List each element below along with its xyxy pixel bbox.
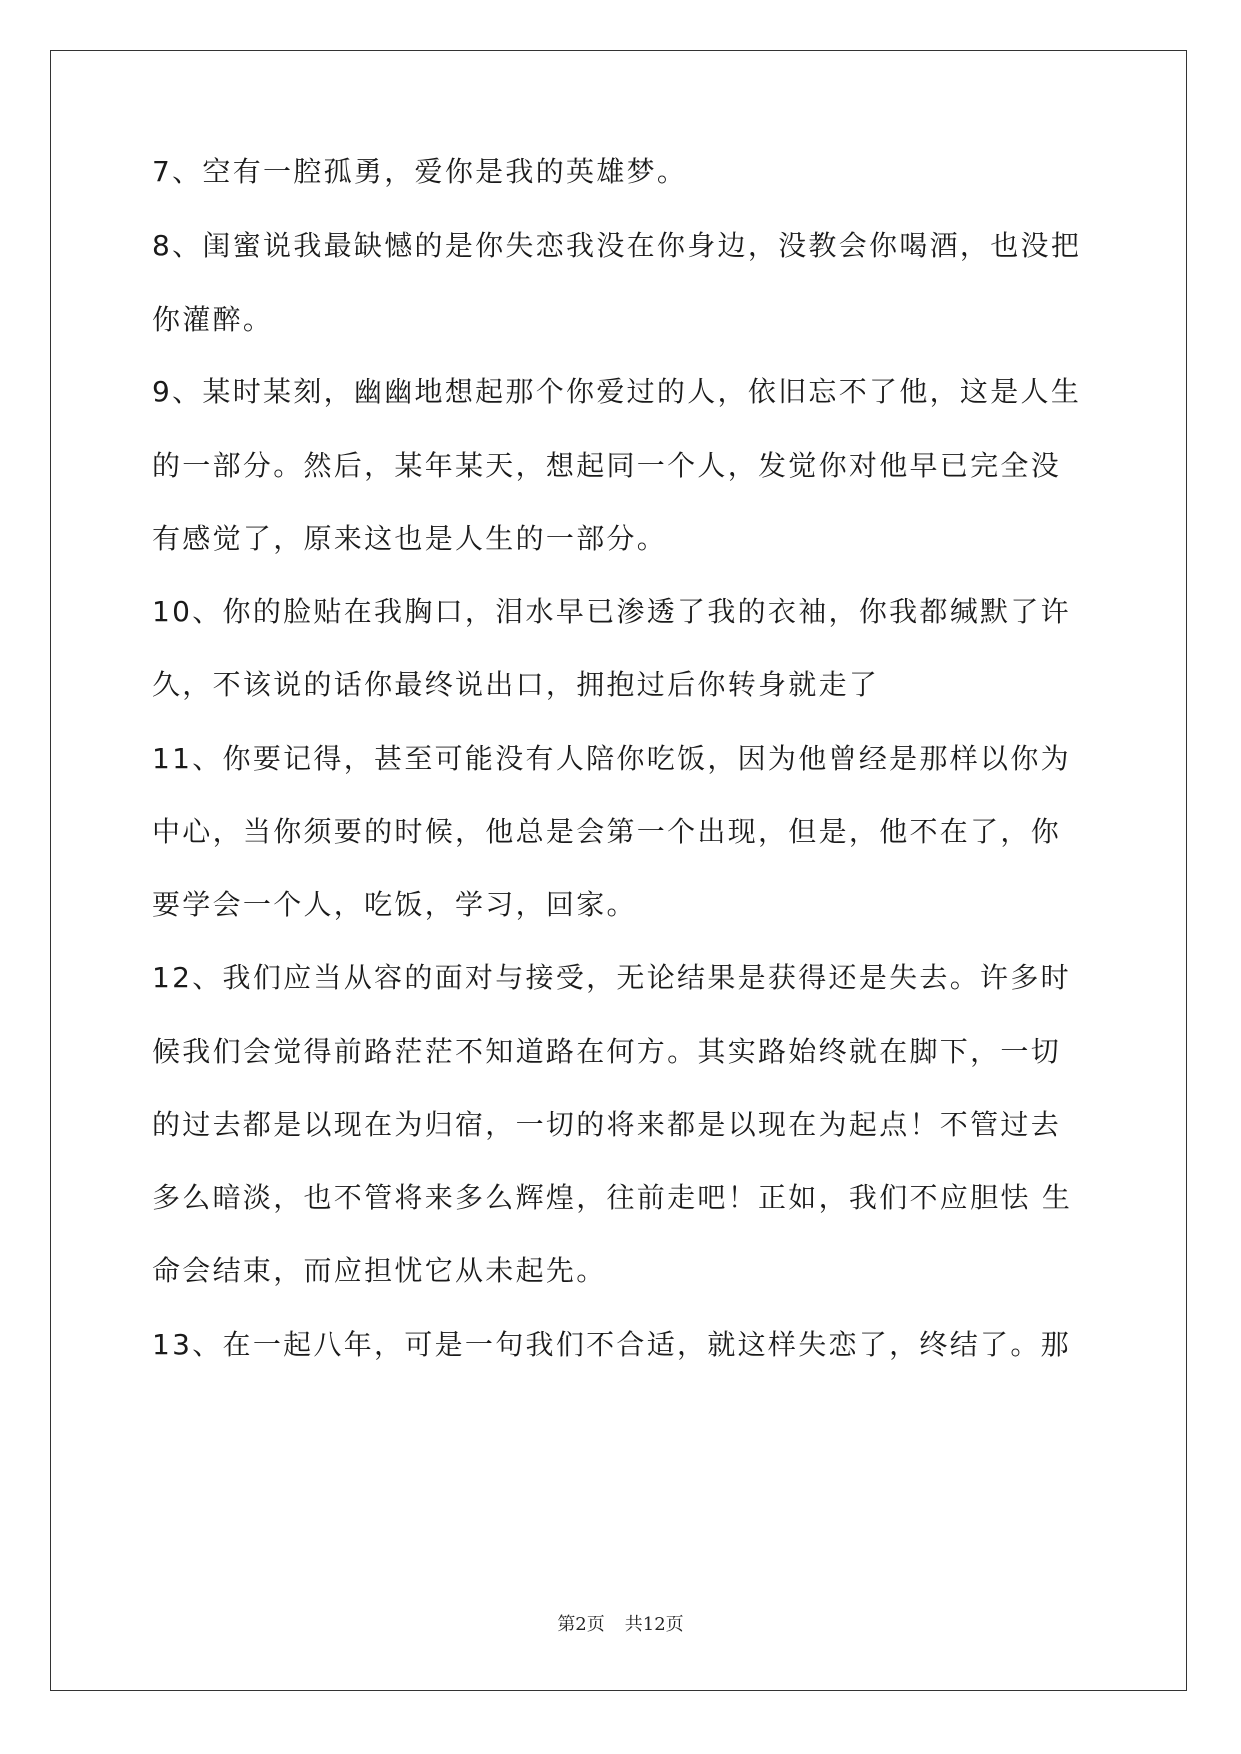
text-line: 12、我们应当从容的面对与接受，无论结果是获得还是失去。许多时 [152, 961, 1071, 994]
text-line: 命会结束，而应担忧它从未起先。 [152, 1254, 607, 1287]
text-line: 的一部分。然后，某年某天，想起同一个人，发觉你对他早已完全没 [152, 449, 1062, 482]
text-line: 要学会一个人，吃饭，学习，回家。 [152, 888, 637, 921]
text-line: 久，不该说的话你最终说出口，拥抱过后你转身就走了 [152, 668, 880, 701]
text-line: 中心，当你须要的时候，他总是会第一个出现，但是，他不在了，你 [152, 815, 1062, 848]
text-line: 7、空有一腔孤勇，爱你是我的英雄梦。 [152, 155, 688, 188]
text-line: 13、在一起八年，可是一句我们不合适，就这样失恋了，终结了。那 [152, 1328, 1071, 1361]
text-line: 多么暗淡，也不管将来多么辉煌，往前走吧！正如，我们不应胆怯 生 [152, 1181, 1073, 1214]
page-footer [0, 1610, 1241, 1636]
page-total: 共12页 [624, 1614, 684, 1635]
text-line: 你灌醉。 [152, 303, 274, 336]
text-line: 的过去都是以现在为归宿，一切的将来都是以现在为起点！不管过去 [152, 1108, 1062, 1141]
page-number: 第2页 [557, 1614, 605, 1635]
text-line: 有感觉了，原来这也是人生的一部分。 [152, 522, 668, 555]
text-line: 11、你要记得，甚至可能没有人陪你吃饭，因为他曾经是那样以你为 [152, 742, 1071, 775]
page-border [50, 50, 1187, 1691]
text-line: 候我们会觉得前路茫茫不知道路在何方。其实路始终就在脚下，一切 [152, 1035, 1062, 1068]
text-line: 9、某时某刻，幽幽地想起那个你爱过的人，依旧忘不了他，这是人生 [152, 375, 1082, 408]
text-line: 10、你的脸贴在我胸口，泪水早已渗透了我的衣袖，你我都缄默了许 [152, 595, 1071, 628]
text-line: 8、闺蜜说我最缺憾的是你失恋我没在你身边，没教会你喝酒，也没把 [152, 229, 1082, 262]
